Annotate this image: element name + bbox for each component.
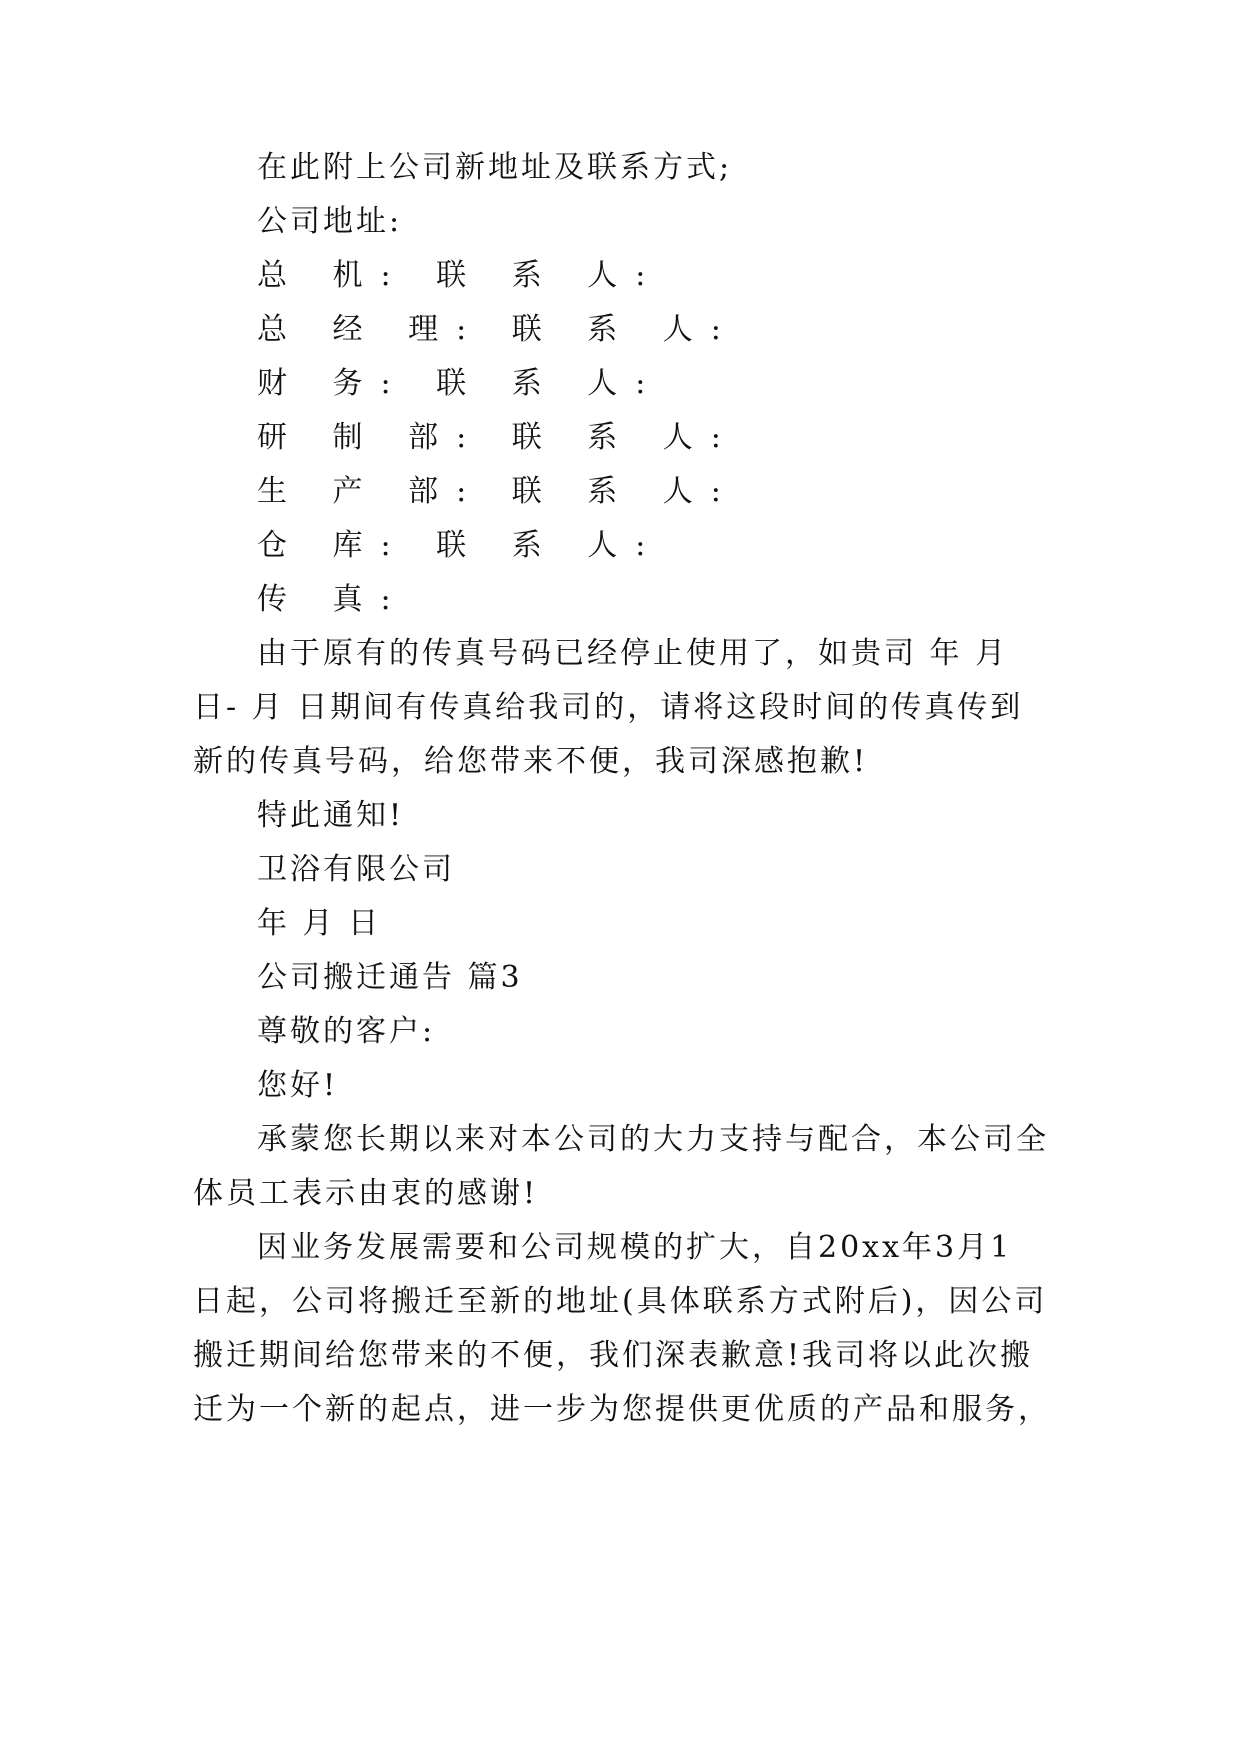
production-dept-line: 生 产 部: 联 系 人: [257, 474, 739, 509]
rnd-dept-line: 研 制 部: 联 系 人: [257, 420, 739, 455]
relocation-paragraph-line-2: 日起，公司将搬迁至新的地址(具体联系方式附后)，因公司 [193, 1284, 1048, 1319]
thanks-paragraph-line-1: 承蒙您长期以来对本公司的大力支持与配合，本公司全 [257, 1122, 1049, 1157]
thanks-paragraph-line-2: 体员工表示由衷的感谢! [193, 1176, 539, 1211]
switchboard-line: 总 机: 联 系 人: [257, 258, 664, 293]
greeting: 您好! [257, 1068, 339, 1103]
relocation-paragraph-line-1: 因业务发展需要和公司规模的扩大，自20xx年3月1 [257, 1230, 1013, 1265]
company-address-label: 公司地址: [257, 204, 403, 239]
general-manager-line: 总 经 理: 联 系 人: [257, 312, 739, 347]
signature-date: 年 月 日 [257, 906, 382, 941]
finance-line: 财 务: 联 系 人: [257, 366, 664, 401]
warehouse-line: 仓 库: 联 系 人: [257, 528, 664, 563]
relocation-paragraph-line-3: 搬迁期间给您带来的不便，我们深表歉意!我司将以此次搬 [193, 1338, 1034, 1373]
notice-closing: 特此通知! [257, 798, 405, 833]
company-signature: 卫浴有限公司 [257, 852, 455, 887]
fax-notice-line-1: 由于原有的传真号码已经停止使用了，如贵司 年 月 [257, 636, 1009, 671]
relocation-paragraph-line-4: 迁为一个新的起点，进一步为您提供更优质的产品和服务， [193, 1392, 1051, 1427]
salutation: 尊敬的客户: [257, 1014, 436, 1049]
fax-line: 传 真: [257, 582, 409, 617]
fax-notice-line-2: 日- 月 日期间有传真给我司的，请将这段时间的传真传到 [193, 690, 1024, 725]
fax-notice-line-3: 新的传真号码，给您带来不便，我司深感抱歉! [193, 744, 869, 779]
contact-intro-line: 在此附上公司新地址及联系方式; [257, 150, 733, 185]
section-title: 公司搬迁通告 篇3 [257, 960, 523, 995]
